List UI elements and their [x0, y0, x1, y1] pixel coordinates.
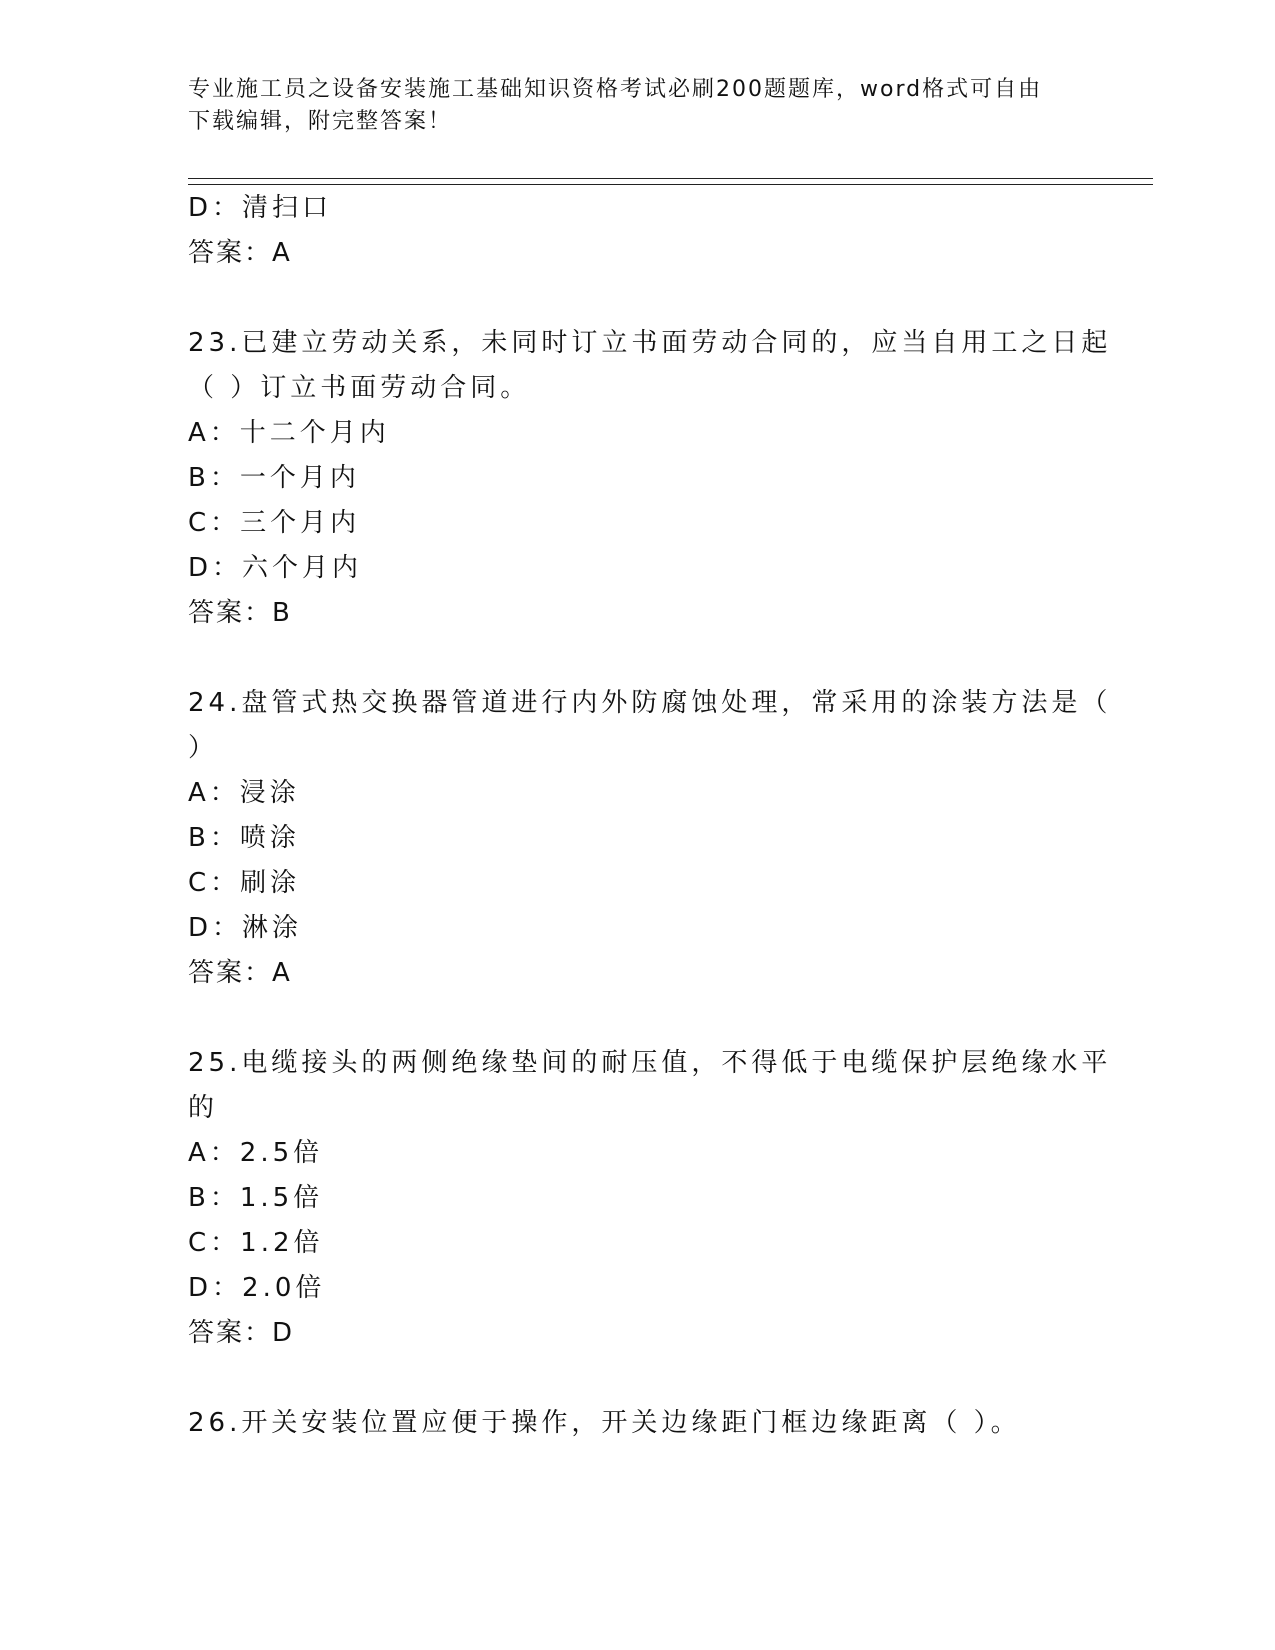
- question-25-stem-line-1: 25.电缆接头的两侧绝缘垫间的耐压值，不得低于电缆保护层绝缘水平: [188, 1048, 1112, 1078]
- question-24-option-c: C：刷涂: [188, 868, 301, 898]
- question-23-stem-line-1: 23.已建立劳动关系，未同时订立书面劳动合同的，应当自用工之日起: [188, 328, 1112, 358]
- question-25-option-b: B：1.5倍: [188, 1183, 324, 1213]
- question-25-option-a: A：2.5倍: [188, 1138, 324, 1168]
- question-24-stem-line-1: 24.盘管式热交换器管道进行内外防腐蚀处理，常采用的涂装方法是（: [188, 688, 1112, 718]
- document-header: [188, 74, 1088, 138]
- question-24-option-b: B：喷涂: [188, 823, 300, 853]
- question-23-stem-line-2: （ ）订立书面劳动合同。: [188, 373, 531, 403]
- question-23-option-c: C：三个月内: [188, 508, 361, 538]
- question-24-option-a: A：浸涂: [188, 778, 300, 808]
- prev-option-d: D：清扫口: [188, 193, 333, 223]
- header-line-1: 专业施工员之设备安装施工基础知识资格考试必刷200题题库，word格式可自由: [188, 77, 1043, 102]
- question-23-answer: 答案：B: [188, 598, 292, 628]
- question-24-option-d: D：淋涂: [188, 913, 303, 943]
- header-line-2: 下载编辑，附完整答案！: [188, 109, 453, 134]
- question-25-option-d: D：2.0倍: [188, 1273, 326, 1303]
- question-26-stem-line-1: 26.开关安装位置应便于操作，开关边缘距门框边缘距离（ ）。: [188, 1408, 1021, 1438]
- question-25-option-c: C：1.2倍: [188, 1228, 324, 1258]
- question-24-stem-line-2: ）: [188, 733, 219, 763]
- question-23-option-b: B：一个月内: [188, 463, 360, 493]
- question-25-stem-line-2: 的: [188, 1093, 219, 1123]
- question-23-option-a: A：十二个月内: [188, 418, 390, 448]
- question-25-answer: 答案：D: [188, 1318, 295, 1348]
- question-23-option-d: D：六个月内: [188, 553, 363, 583]
- header-divider-bottom: [188, 184, 1153, 185]
- prev-answer: 答案：A: [188, 238, 292, 268]
- header-divider-top: [188, 178, 1153, 179]
- question-24-answer: 答案：A: [188, 958, 292, 988]
